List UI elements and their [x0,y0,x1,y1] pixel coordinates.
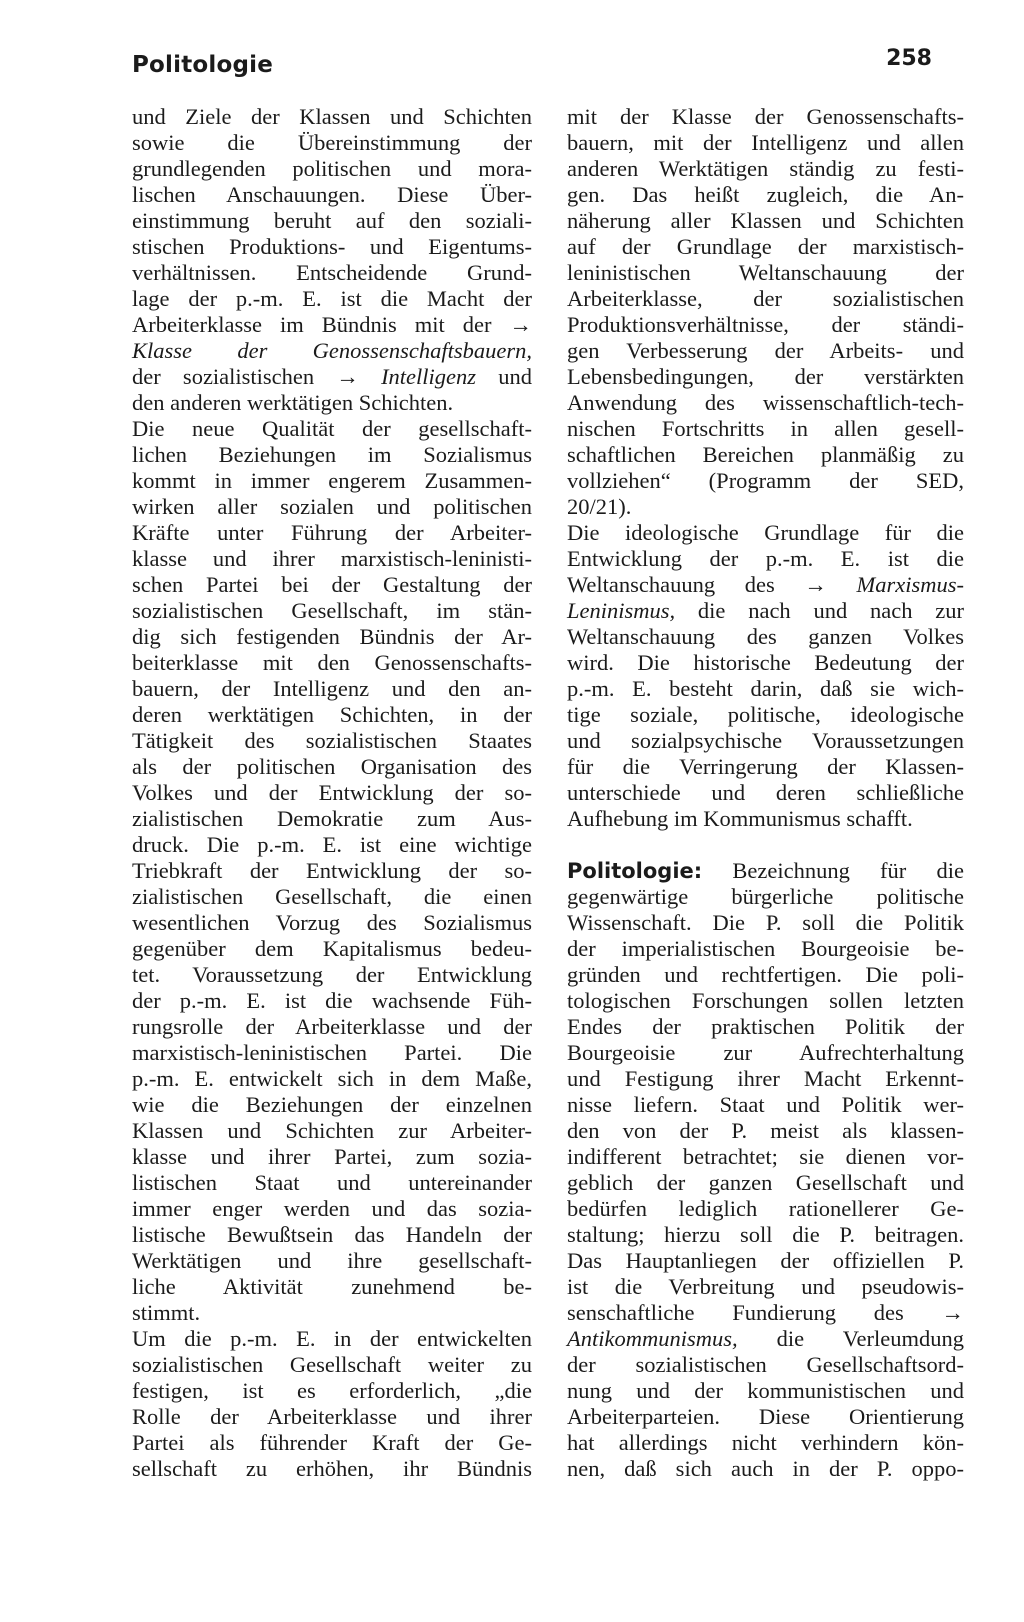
line-text: Wissenschaft. Die P. soll die Politik [567,910,964,935]
text-line [567,910,964,936]
text-line [132,130,532,156]
text-line [567,1092,964,1118]
paragraph-gap [567,832,964,858]
line-text: 20/21). [567,494,632,519]
line-text: und [476,364,532,389]
text-line [567,390,964,416]
line-text: Klasse der Genossenschaftsbauern, [132,338,532,363]
text-line [567,208,964,234]
text-line [567,1300,964,1326]
line-text: leninistischen Weltanschauung der [567,260,964,285]
line-text: gen Verbesserung der Arbeits- und [567,338,964,363]
line-text: Endes der praktischen Politik der [567,1014,964,1039]
line-text: die Verleumdung [737,1326,964,1351]
text-line [132,676,532,702]
line-text: bedürfen lediglich rationellerer Ge- [567,1196,964,1221]
text-line [567,884,964,910]
line-text: geblich der ganzen Gesellschaft und [567,1170,964,1195]
text-line [132,416,532,442]
text-line [132,1326,532,1352]
line-text: Entwicklung der p.-m. E. ist die [567,546,964,571]
text-line [132,1196,532,1222]
line-text: marxistisch-leninistischen Partei. Die [132,1040,532,1065]
text-line [567,546,964,572]
text-line [132,728,532,754]
cross-reference-term: Marxismus- [856,572,964,597]
line-text: Aufhebung im Kommunismus schafft. [567,806,913,831]
text-line [567,988,964,1014]
line-text: bauern, mit der Intelligenz und allen [567,130,964,155]
text-line [567,754,964,780]
line-text: Bourgeoisie zur Aufrechterhaltung [567,1040,964,1065]
line-text: anderen Werktätigen ständig zu festi- [567,156,964,181]
line-text-with-reference [132,364,532,389]
text-line [567,416,964,442]
line-text: Klassen und Schichten zur Arbeiter- [132,1118,532,1143]
text-line [132,1014,532,1040]
line-text: ist die Verbreitung und pseudowis- [567,1274,964,1299]
line-text: nung und der kommunistischen und [567,1378,964,1403]
text-line [132,1248,532,1274]
line-text: und sozialpsychische Voraussetzungen [567,728,964,753]
text-line [567,1378,964,1404]
text-line [132,1118,532,1144]
text-line [132,390,532,416]
cross-reference-term: Intelligenz [381,364,477,389]
line-text: klasse und ihrer marxistisch-leninisti- [132,546,532,571]
text-line [567,130,964,156]
text-line [132,650,532,676]
line-text: verhältnissen. Entscheidende Grund- [132,260,532,285]
text-line [567,1430,964,1456]
line-text-with-reference [567,598,964,623]
text-line [132,806,532,832]
line-text: als der politischen Organisation des [132,754,532,779]
line-text: listische Bewußtsein das Handeln der [132,1222,532,1247]
line-text: druck. Die p.-m. E. ist eine wichtige [132,832,532,857]
text-line [567,1404,964,1430]
text-line [132,546,532,572]
text-line [567,1066,964,1092]
line-text: Rolle der Arbeiterklasse und ihrer [132,1404,532,1429]
text-line [567,156,964,182]
line-text: nischen Fortschritts in allen gesell- [567,416,964,441]
text-line [132,780,532,806]
text-line [567,702,964,728]
text-line [132,156,532,182]
line-text-with-reference [567,572,964,597]
text-line [132,962,532,988]
line-text: grundlegenden politischen und mora- [132,156,532,181]
text-line [567,1118,964,1144]
text-line [132,1378,532,1404]
text-line [567,312,964,338]
text-line [132,104,532,130]
text-line [132,1170,532,1196]
text-line [567,624,964,650]
text-line [567,442,964,468]
line-text: der sozialistischen → [132,364,382,389]
text-line [132,1222,532,1248]
line-text: mit der Klasse der Genossenschafts- [567,104,964,129]
text-line [132,182,532,208]
line-text: lichen Beziehungen im Sozialismus [132,442,532,467]
text-line [132,988,532,1014]
line-text: tige soziale, politische, ideologische [567,702,964,727]
line-text: hat allerdings nicht verhindern kön- [567,1430,964,1455]
line-text: staltung; hierzu soll die P. beitragen. [567,1222,964,1247]
line-text: festigen, ist es erforderlich, „die [132,1378,532,1403]
text-line [132,442,532,468]
text-line [132,624,532,650]
text-line [567,468,964,494]
line-text: den anderen werktätigen Schichten. [132,390,454,415]
line-text: vollziehen“ (Programm der SED, [567,468,964,493]
line-text: wirken aller sozialen und politischen [132,494,532,519]
entry-headword: Politologie: [567,859,703,883]
line-text: Die neue Qualität der gesellschaft- [132,416,532,441]
line-text: immer enger werden und das sozia- [132,1196,532,1221]
text-line [132,1352,532,1378]
text-line [132,468,532,494]
line-text: Weltanschauung des → [567,572,857,597]
line-text: der imperialistischen Bourgeoisie be- [567,936,964,961]
line-text: Anwendung des wissenschaftlich-tech- [567,390,964,415]
line-text: zialistischen Demokratie zum Aus- [132,806,532,831]
running-head: Politologie [132,52,274,78]
line-text: Das Hauptanliegen der offiziellen P. [567,1248,964,1273]
text-line [132,1404,532,1430]
line-text: indifferent betrachtet; sie dienen vor- [567,1144,964,1169]
line-text: zialistischen Gesellschaft, die einen [132,884,532,909]
text-line [132,1430,532,1456]
line-text: nen, daß sich auch in der P. oppo- [567,1456,964,1481]
text-line [132,910,532,936]
text-line [567,104,964,130]
line-text: lage der p.-m. E. ist die Macht der [132,286,532,311]
text-line [567,260,964,286]
line-text-with-reference [567,1326,964,1351]
line-text: sellschaft zu erhöhen, ihr Bündnis [132,1456,532,1481]
cross-reference-term: Leninismus, [567,598,676,623]
line-text: wesentlichen Vorzug des Sozialismus [132,910,532,935]
text-line [132,1066,532,1092]
line-text: Volkes und der Entwicklung der so- [132,780,532,805]
line-text: nisse liefern. Staat und Politik wer- [567,1092,964,1117]
line-text: Arbeiterklasse im Bündnis mit der → [132,312,532,337]
text-line [567,598,964,624]
text-line [567,286,964,312]
line-text: bauern, der Intelligenz und den an- [132,676,532,701]
line-text: und Ziele der Klassen und Schichten [132,104,532,129]
line-text: Weltanschauung des ganzen Volkes [567,624,964,649]
text-line [567,364,964,390]
line-text: den von der P. meist als klassen- [567,1118,964,1143]
page-number: 258 [886,46,932,71]
text-line [132,1274,532,1300]
line-text: sozialistischen Gesellschaft, im stän- [132,598,532,623]
line-text: rungsrolle der Arbeiterklasse und der [132,1014,532,1039]
line-text: kommt in immer engerem Zusammen- [132,468,532,493]
line-text: gegenwärtige bürgerliche politische [567,884,964,909]
text-line [132,858,532,884]
text-line [132,884,532,910]
text-line [132,312,532,338]
text-line [567,1326,964,1352]
line-text: sowie die Übereinstimmung der [132,130,532,155]
line-text: Kräfte unter Führung der Arbeiter- [132,520,532,545]
text-line [567,182,964,208]
line-text: lischen Anschauungen. Diese Über- [132,182,532,207]
line-text: Tätigkeit des sozialistischen Staates [132,728,532,753]
line-text: Werktätigen und ihre gesellschaft- [132,1248,532,1273]
text-line [132,520,532,546]
text-line [132,936,532,962]
line-text: der sozialistischen Gesellschaftsord- [567,1352,964,1377]
text-line [132,208,532,234]
text-line [567,1144,964,1170]
line-text: p.-m. E. entwickelt sich in dem Maße, [132,1066,532,1091]
text-line [567,1170,964,1196]
text-line [132,1040,532,1066]
text-line [132,832,532,858]
text-line [132,1456,532,1482]
line-text: schen Partei bei der Gestaltung der [132,572,532,597]
text-line [132,494,532,520]
line-text: wird. Die historische Bedeutung der [567,650,964,675]
text-line [567,676,964,702]
line-text: Lebensbedingungen, der verstärkten [567,364,964,389]
line-text: stimmt. [132,1300,201,1325]
line-text: näherung aller Klassen und Schichten [567,208,964,233]
text-line [132,1144,532,1170]
text-line [567,1456,964,1482]
line-text: liche Aktivität zunehmend be- [132,1274,532,1299]
left-text-column [132,104,532,1482]
line-text: p.-m. E. besteht darin, daß sie wich- [567,676,964,701]
line-text: stischen Produktions- und Eigentums- [132,234,532,259]
line-text: gründen und rechtfertigen. Die poli- [567,962,964,987]
text-line [132,1092,532,1118]
text-line [132,234,532,260]
line-text: Partei als führender Kraft der Ge- [132,1430,532,1455]
text-line [567,1196,964,1222]
text-line [567,1352,964,1378]
text-line [567,650,964,676]
cross-reference-term: Antikommunismus, [567,1326,738,1351]
line-text: für die Verringerung der Klassen- [567,754,964,779]
line-text: gegenüber dem Kapitalismus bedeu- [132,936,532,961]
line-text: Bezeichnung für die [702,858,964,883]
text-line [567,572,964,598]
line-text: klasse und ihrer Partei, zum sozia- [132,1144,532,1169]
text-line [567,936,964,962]
text-line [567,780,964,806]
text-line [132,286,532,312]
text-line [132,364,532,390]
line-text: Arbeiterparteien. Diese Orientierung [567,1404,964,1429]
right-text-column [567,104,964,1482]
line-text: gen. Das heißt zugleich, die An- [567,182,964,207]
text-line [567,728,964,754]
text-line [567,806,964,832]
line-text: Die ideologische Grundlage für die [567,520,964,545]
text-line [132,702,532,728]
text-line [132,572,532,598]
line-text: Triebkraft der Entwicklung der so- [132,858,532,883]
line-text: beiterklasse mit den Genossenschafts- [132,650,532,675]
text-line [567,234,964,260]
text-line [567,1274,964,1300]
line-text: Um die p.-m. E. in der entwickelten [132,1326,532,1351]
line-text: listischen Staat und untereinander [132,1170,532,1195]
line-text: schaftlichen Bereichen planmäßig zu [567,442,964,467]
line-text: die nach und nach zur [675,598,964,623]
text-line [132,598,532,624]
text-line [132,1300,532,1326]
text-line [132,754,532,780]
line-text: einstimmung beruht auf den soziali- [132,208,532,233]
line-text: Arbeiterklasse, der sozialistischen [567,286,964,311]
text-line [567,1014,964,1040]
line-text: dig sich festigenden Bündnis der Ar- [132,624,532,649]
line-text: und Festigung ihrer Macht Erkennt- [567,1066,964,1091]
text-line [567,1248,964,1274]
line-text: Produktionsverhältnisse, der ständi- [567,312,964,337]
line-text: tet. Voraussetzung der Entwicklung [132,962,532,987]
line-text: sozialistischen Gesellschaft weiter zu [132,1352,532,1377]
text-line [567,1040,964,1066]
line-text: der p.-m. E. ist die wachsende Füh- [132,988,532,1013]
text-line [567,338,964,364]
line-text: auf der Grundlage der marxistisch- [567,234,964,259]
text-line [567,1222,964,1248]
line-text: unterschiede und deren schließliche [567,780,964,805]
text-line [567,962,964,988]
text-line [567,494,964,520]
text-line [132,260,532,286]
text-line [567,858,964,884]
line-text: senschaftliche Fundierung des → [567,1300,964,1325]
line-text: wie die Beziehungen der einzelnen [132,1092,532,1117]
text-line [132,338,532,364]
line-text: deren werktätigen Schichten, in der [132,702,532,727]
text-line [567,520,964,546]
line-text: tologischen Forschungen sollen letzten [567,988,964,1013]
